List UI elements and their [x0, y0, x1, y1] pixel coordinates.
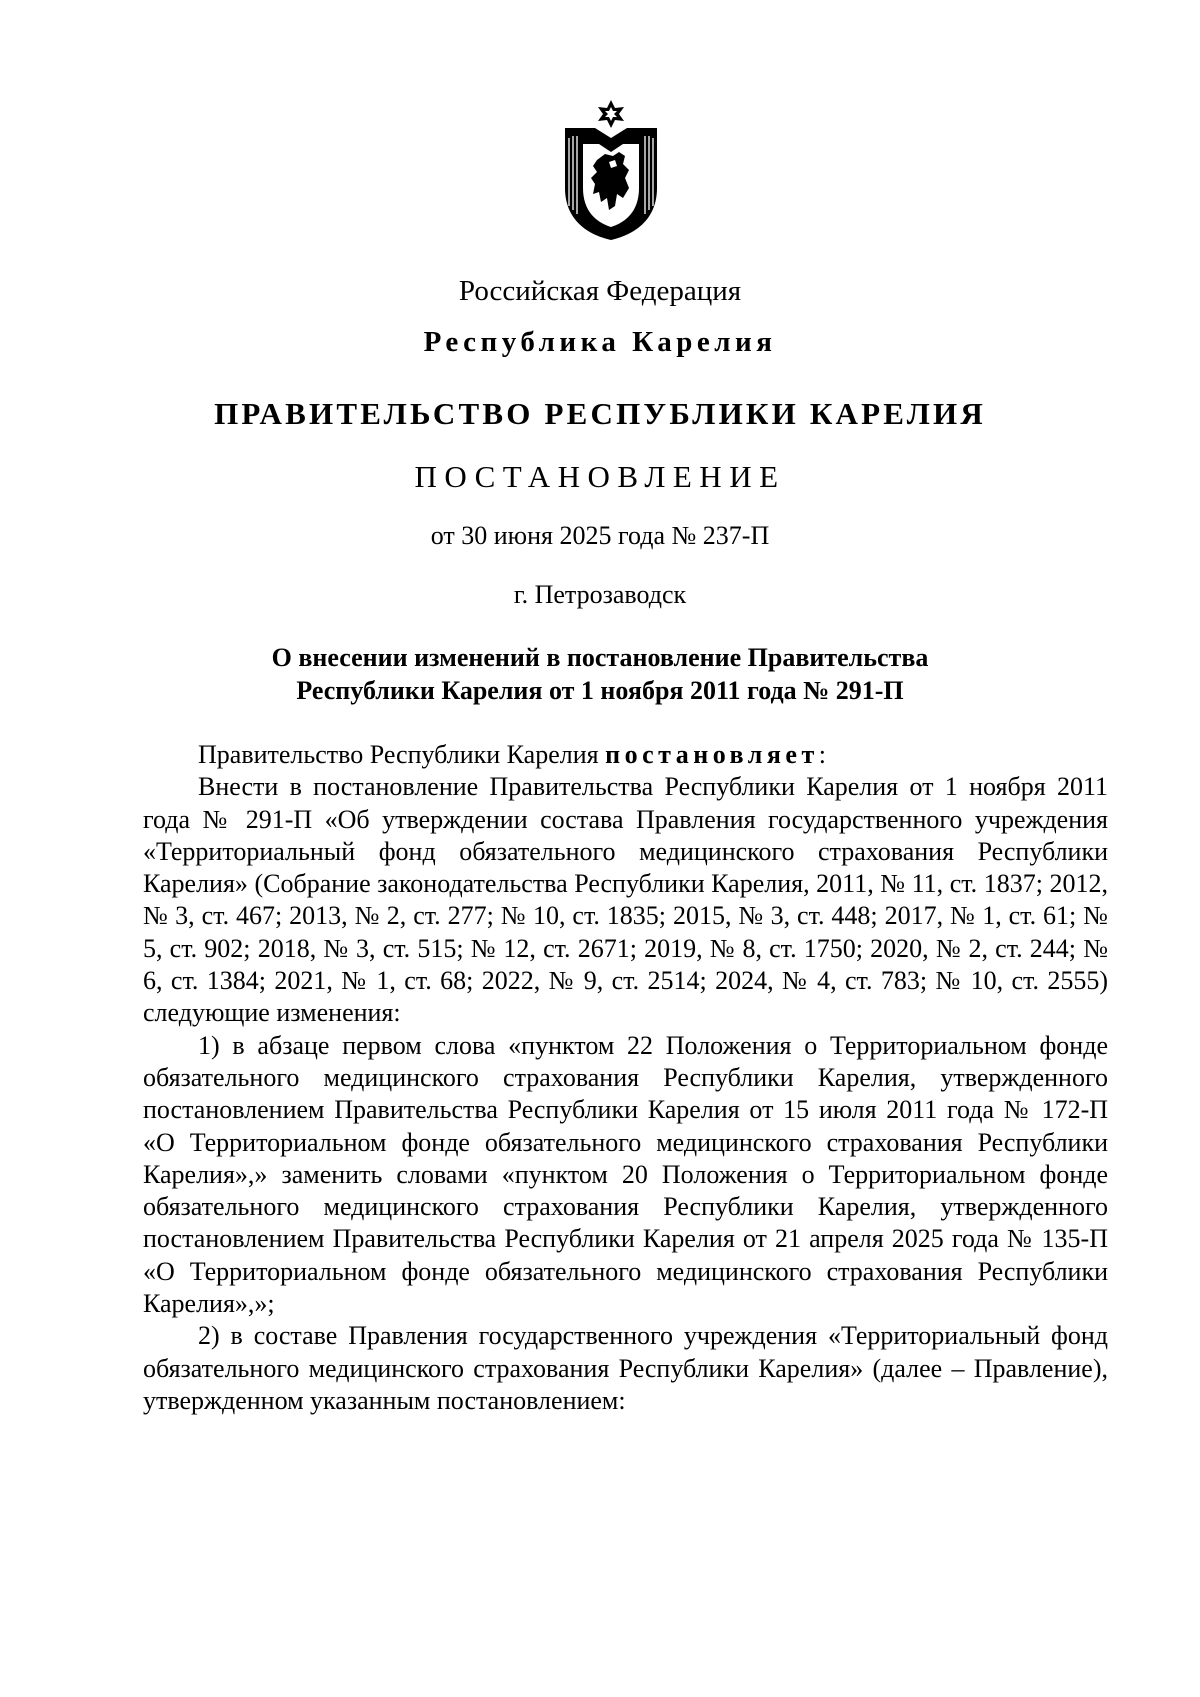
document-body [143, 739, 1108, 1417]
intro-paragraph [143, 739, 1108, 771]
amendment-item-2: 2) в составе Правления государственного учреждения «Территориальный фонд обязательного медицинского страхования Республики Карелия» (далее – Правление), утвержденном указанным постановлением: [143, 1321, 1108, 1415]
karelia-coat-of-arms-icon [559, 98, 663, 242]
republic-name: Республика Карелия [423, 326, 777, 358]
document-type: ПОСТАНОВЛЕНИЕ [414, 459, 786, 494]
document-subject [0, 641, 1200, 707]
subject-line-2: Республики Карелия от 1 ноября 2011 года № 291-П [296, 676, 904, 705]
city-name: г. Петрозаводск [513, 580, 687, 609]
government-name: ПРАВИТЕЛЬСТВО РЕСПУБЛИКИ КАРЕЛИЯ [214, 396, 986, 431]
main-paragraph: Внести в постановление Правительства Республики Карелия от 1 ноября 2011 года № 291-П «Об утверждении состава Правления государственного учреждения «Территориальный фонд обязательного медицинского страхования Республики Карелия» (Собрание законодательства Республики Карелия, 2011, № 11, ст. 1837; 2012, № 3, ст. 467; 2013, № 2, ст. 277; № 10, ст. 1835; 2015, № 3, ст. 448; 2017, № 1, ст. 61; № 5, ст. 902; 2018, № 3, ст. 515; № 12, ст. 2671; 2019, № 8, ст. 1750; 2020, № 2, ст. 244; № 6, ст. 1384; 2021, № 1, ст. 68; 2022, № 9, ст. 2514; 2024, № 4, ст. 783; № 10, ст. 2555) следующие изменения: [143, 772, 1108, 1028]
country-name: Российская Федерация [458, 275, 742, 307]
resolves-word: постановляет [605, 740, 819, 769]
subject-line-1: О внесении изменений в постановление Правительства [271, 643, 929, 672]
decree-date-number: от 30 июня 2025 года № 237-П [430, 521, 770, 550]
amendment-item-1: 1) в абзаце первом слова «пунктом 22 Положения о Территориальном фонде обязательного медицинского страхования Республики Карелия, утвержденного постановлением Правительства Республики Карелия от 15 июля 2011 года № 172-П «О Территориальном фонде обязательного медицинского страхования Республики Карелия»,» заменить словами «пунктом 20 Положения о Территориальном фонде обязательного медицинского страхования Республики Карелия, утвержденного постановлением Правительства Республики Карелия от 21 апреля 2025 года № 135-П «О Территориальном фонде обязательного медицинского страхования Республики Карелия»,»; [143, 1030, 1108, 1319]
intro-colon: : [818, 740, 826, 769]
intro-text: Правительство Республики Карелия [198, 740, 606, 769]
